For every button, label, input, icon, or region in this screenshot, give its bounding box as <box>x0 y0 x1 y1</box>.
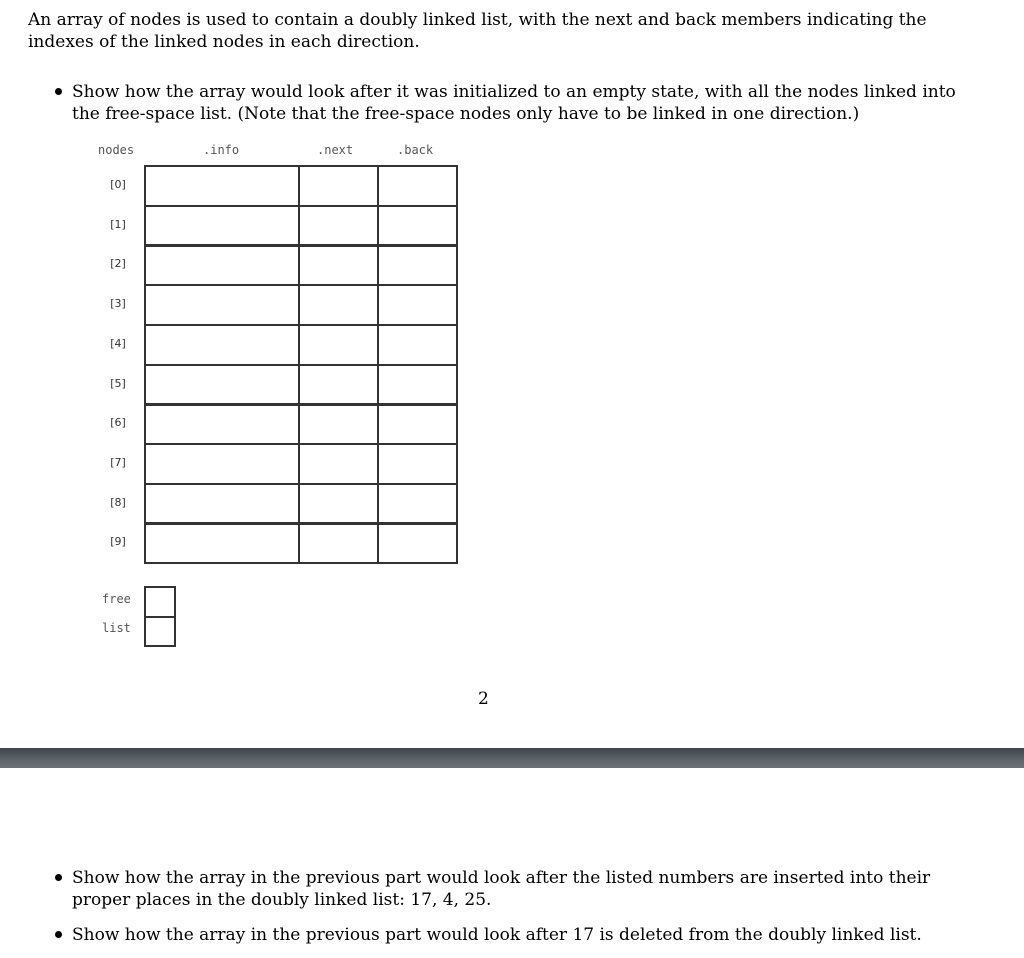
table-cell-back[interactable] <box>377 324 458 366</box>
bullet-item-2 <box>72 867 972 911</box>
table-cell-back[interactable] <box>377 205 458 247</box>
table-cell-next[interactable] <box>298 165 379 207</box>
table-cell-info[interactable] <box>144 522 300 564</box>
table-cell-info[interactable] <box>144 205 300 247</box>
table-cell-next[interactable] <box>298 244 379 286</box>
bullet-dot <box>55 931 62 938</box>
column-header-back: .back <box>397 143 434 157</box>
row-index-label: [6] <box>110 416 126 429</box>
row-index-label: [8] <box>110 496 126 509</box>
table-cell-info[interactable] <box>144 244 300 286</box>
table-cell-info[interactable] <box>144 443 300 485</box>
free-list-cell-top[interactable] <box>144 586 176 618</box>
table-cell-back[interactable] <box>377 165 458 207</box>
bullet-text: Show how the array in the previous part would look after 17 is deleted from the doubly linked list. <box>72 925 922 945</box>
table-cell-next[interactable] <box>298 403 379 445</box>
bullet-dot <box>55 88 62 95</box>
table-cell-info[interactable] <box>144 364 300 406</box>
free-list-cell-bottom[interactable] <box>144 616 176 647</box>
table-cell-info[interactable] <box>144 284 300 326</box>
list-label: list <box>102 621 131 635</box>
table-cell-next[interactable] <box>298 522 379 564</box>
row-index-label: [9] <box>110 535 126 548</box>
bullet-text: Show how the array would look after it was initialized to an empty state, with all the nodes linked into the free-space list. (Note that the free-space nodes only have to be linked in one direction.) <box>72 82 956 124</box>
table-cell-back[interactable] <box>377 364 458 406</box>
column-header-next: .next <box>317 143 354 157</box>
table-cell-info[interactable] <box>144 165 300 207</box>
row-index-label: [2] <box>110 257 126 270</box>
table-cell-back[interactable] <box>377 403 458 445</box>
table-cell-next[interactable] <box>298 324 379 366</box>
bullet-dot <box>55 874 62 881</box>
table-cell-back[interactable] <box>377 443 458 485</box>
table-cell-info[interactable] <box>144 403 300 445</box>
row-index-label: [5] <box>110 377 126 390</box>
column-header-info: .info <box>203 143 240 157</box>
free-label: free <box>102 592 131 606</box>
row-index-label: [4] <box>110 337 126 350</box>
bullet-text: Show how the array in the previous part would look after the listed numbers are inserted into their proper places in the doubly linked list: 17, 4, 25. <box>72 868 931 910</box>
row-index-label: [7] <box>110 456 126 469</box>
table-cell-next[interactable] <box>298 284 379 326</box>
page-number: 2 <box>478 689 489 709</box>
table-cell-next[interactable] <box>298 443 379 485</box>
bullet-item-3 <box>72 924 972 946</box>
intro-paragraph: An array of nodes is used to contain a doubly linked list, with the next and back members indicating the indexes of the linked nodes in each direction. <box>28 10 927 52</box>
bullet-item-1 <box>72 81 972 125</box>
row-index-label: [1] <box>110 218 126 231</box>
table-cell-next[interactable] <box>298 483 379 525</box>
table-cell-next[interactable] <box>298 364 379 406</box>
table-cell-back[interactable] <box>377 284 458 326</box>
page-separator <box>0 748 1024 768</box>
table-cell-back[interactable] <box>377 522 458 564</box>
nodes-label: nodes <box>98 143 135 157</box>
table-cell-back[interactable] <box>377 244 458 286</box>
table-cell-info[interactable] <box>144 483 300 525</box>
row-index-label: [3] <box>110 297 126 310</box>
table-cell-back[interactable] <box>377 483 458 525</box>
table-cell-info[interactable] <box>144 324 300 366</box>
table-cell-next[interactable] <box>298 205 379 247</box>
row-index-label: [0] <box>110 178 126 191</box>
